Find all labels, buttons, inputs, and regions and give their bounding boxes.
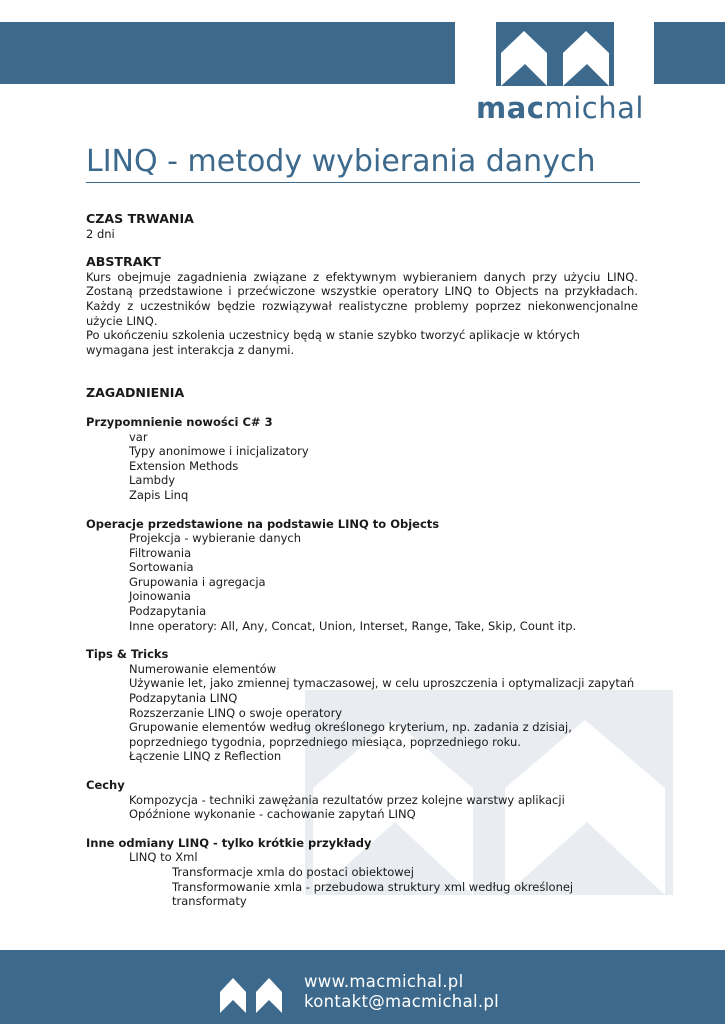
- header-bar-right: [654, 22, 725, 84]
- section-title: Inne odmiany LINQ - tylko krótkie przykłady: [86, 835, 372, 850]
- brand-wordmark: [476, 91, 644, 125]
- list-item: Używanie let, jako zmiennej tymaczasowej, w celu uproszczenia i optymalizacji zapytań: [129, 676, 635, 691]
- footer-contact: [304, 972, 499, 1012]
- duration-value: 2 dni: [86, 226, 115, 241]
- macmichal-logo-icon: [496, 22, 614, 88]
- list-item: Opóźnione wykonanie - cachowanie zapytań LINQ: [129, 807, 416, 822]
- page-title: LINQ - metody wybierania danych: [86, 143, 640, 183]
- topics-heading: ZAGADNIENIA: [86, 385, 185, 401]
- section-title: Tips & Tricks: [86, 647, 169, 662]
- list-item: Inne operatory: All, Any, Concat, Union, Interset, Range, Take, Skip, Count itp.: [129, 618, 577, 633]
- list-item: Grupowanie elementów według określonego kryterium, np. zadania z dzisiaj, poprzedniego tygodnia, poprzedniego miesiąca, poprzedniego roku.: [129, 720, 572, 749]
- list-item: Typy anonimowe i inicjalizatory: [129, 444, 309, 459]
- section-title: Przypomnienie nowości C# 3: [86, 414, 273, 429]
- list-item: Łączenie LINQ z Reflection: [129, 749, 282, 764]
- list-item: var: [129, 429, 148, 444]
- list-item: Joinowania: [129, 589, 191, 604]
- abstract-paragraph-1: Kurs obejmuje zagadnienia związane z efektywnym wybieraniem danych przy użyciu LINQ. Zostaną przedstawione i przećwiczone wszystkie operatory LINQ to Objects na przykładach. Każdy z uczestników będzie rozwiązywał realistyczne problemy poprzez niekonwencjonalne użycie LINQ.: [86, 269, 638, 328]
- document-body: [86, 212, 638, 909]
- section-title: Cechy: [86, 778, 125, 792]
- list-item: Lambdy: [129, 473, 176, 488]
- footer-website-link[interactable]: www.macmichal.pl: [304, 972, 464, 991]
- footer-email-link[interactable]: kontakt@macmichal.pl: [304, 992, 500, 1011]
- list-subitem: Transformacje xmla do postaci obiektowej: [172, 864, 414, 879]
- brand-bold: mac: [476, 91, 545, 125]
- abstract-heading: ABSTRAKT: [86, 254, 161, 270]
- brand-regular: michal: [544, 91, 644, 125]
- header-bar-left: [0, 22, 455, 84]
- list-item: Podzapytania: [129, 604, 207, 619]
- list-item: LINQ to Xml: [129, 850, 198, 865]
- list-item: Rozszerzanie LINQ o swoje operatory: [129, 705, 343, 720]
- list-item: Extension Methods: [129, 458, 239, 473]
- duration-heading: CZAS TRWANIA: [86, 211, 194, 226]
- list-item: Grupowania i agregacja: [129, 574, 266, 589]
- list-item: Projekcja - wybieranie danych: [129, 531, 302, 546]
- footer-bar: [0, 950, 725, 1024]
- footer-logo-icon: [220, 976, 284, 1013]
- abstract-paragraph-2: Po ukończeniu szkolenia uczestnicy będą w stanie szybko tworzyć aplikacje w których wymagana jest interakcja z danymi.: [86, 328, 580, 357]
- list-item: Kompozycja - techniki zawężania rezultatów przez kolejne warstwy aplikacji: [129, 792, 565, 807]
- section-title: Operacje przedstawione na podstawie LINQ to Objects: [86, 516, 440, 531]
- list-item: Zapis Linq: [129, 487, 189, 502]
- list-item: Podzapytania LINQ: [129, 691, 238, 706]
- list-item: Numerowanie elementów: [129, 661, 277, 676]
- list-subitem: Transformowanie xmla - przebudowa struktury xml według określonej transformaty: [172, 879, 574, 909]
- list-item: Filtrowania: [129, 545, 192, 560]
- list-item: Sortowania: [129, 560, 194, 575]
